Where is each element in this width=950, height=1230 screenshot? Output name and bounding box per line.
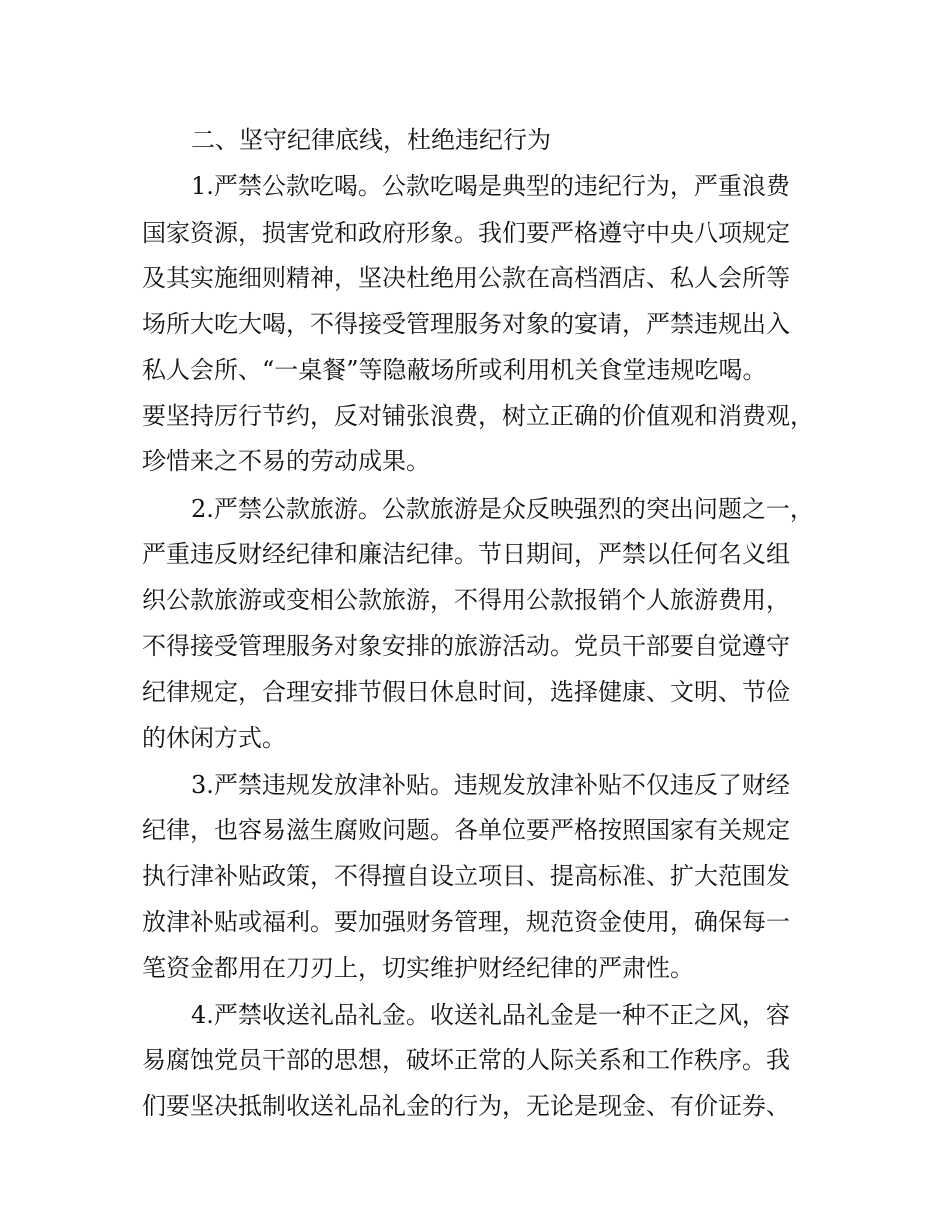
item-3-line-4: 放津补贴或福利。要加强财务管理，规范资金使用，确保每一	[142, 908, 790, 936]
item-1-line-3: 及其实施细则精神，坚决杜绝用公款在高档酒店、私人会所等	[142, 264, 790, 292]
item-1-line-5: 私人会所、“一桌餐”等隐蔽场所或利用机关食堂违规吃喝。	[142, 356, 767, 384]
item-1-line-7: 珍惜来之不易的劳动成果。	[142, 447, 430, 475]
item-2-line-1: 2.严禁公款旅游。公款旅游是众反映强烈的突出问题之一，	[191, 495, 814, 523]
item-4-line-1: 4.严禁收送礼品礼金。收送礼品礼金是一种不正之风，容	[191, 1001, 790, 1029]
item-1-line-6: 要坚持厉行节约，反对铺张浪费，树立正确的价值观和消费观，	[142, 402, 814, 430]
item-4-line-3: 们要坚决抵制收送礼品礼金的行为，无论是现金、有价证券、	[142, 1092, 790, 1120]
item-1-line-1: 1.严禁公款吃喝。公款吃喝是典型的违纪行为，严重浪费	[191, 172, 790, 200]
item-2-line-5: 纪律规定，合理安排节假日休息时间，选择健康、文明、节俭	[142, 678, 790, 706]
section-heading: 二、坚守纪律底线，杜绝违纪行为	[191, 126, 551, 154]
item-1-line-2: 国家资源，损害党和政府形象。我们要严格遵守中央八项规定	[142, 219, 790, 247]
item-3-line-2: 纪律，也容易滋生腐败问题。各单位要严格按照国家有关规定	[142, 816, 790, 844]
item-2-line-3: 织公款旅游或变相公款旅游，不得用公款报销个人旅游费用，	[142, 586, 790, 614]
item-2-line-6: 的休闲方式。	[142, 724, 286, 752]
item-4-line-2: 易腐蚀党员干部的思想，破坏正常的人际关系和工作秩序。我	[142, 1046, 790, 1074]
item-3-line-1: 3.严禁违规发放津补贴。违规发放津补贴不仅违反了财经	[191, 771, 790, 799]
item-3-line-5: 笔资金都用在刀刃上，切实维护财经纪律的严肃性。	[142, 954, 694, 982]
item-3-line-3: 执行津补贴政策，不得擅自设立项目、提高标准、扩大范围发	[142, 862, 790, 890]
item-1-line-4: 场所大吃大喝，不得接受管理服务对象的宴请，严禁违规出入	[142, 310, 790, 338]
item-2-line-2: 严重违反财经纪律和廉洁纪律。节日期间，严禁以任何名义组	[142, 540, 790, 568]
item-2-line-4: 不得接受管理服务对象安排的旅游活动。党员干部要自觉遵守	[142, 632, 790, 660]
